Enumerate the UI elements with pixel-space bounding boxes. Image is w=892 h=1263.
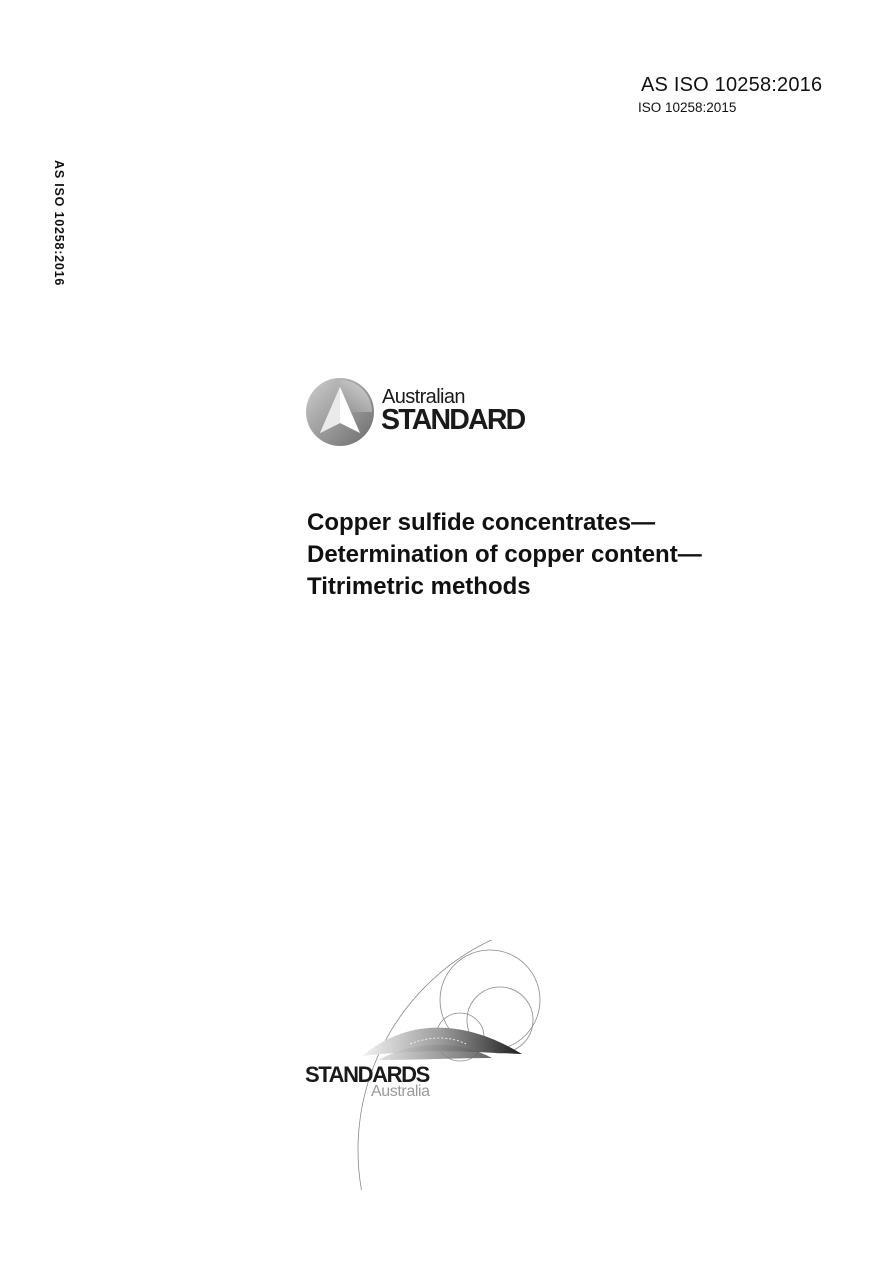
title-line: Titrimetric methods: [307, 573, 531, 600]
document-title: [307, 507, 702, 603]
brand-word-bottom: STANDARD: [381, 404, 525, 436]
title-line: Determination of copper content—: [307, 541, 702, 568]
publisher-word-bottom: Australia: [371, 1083, 430, 1100]
spine-label: AS ISO 10258:2016: [52, 160, 66, 287]
iso-reference-number: ISO 10258:2015: [638, 100, 737, 115]
title-line: Copper sulfide concentrates—: [307, 509, 656, 536]
australian-standard-triangle-icon: [305, 377, 375, 447]
document-number: AS ISO 10258:2016: [641, 74, 823, 96]
publisher-word-top: STANDARDS: [305, 1062, 429, 1087]
brand-word-top: Australian: [382, 386, 465, 408]
